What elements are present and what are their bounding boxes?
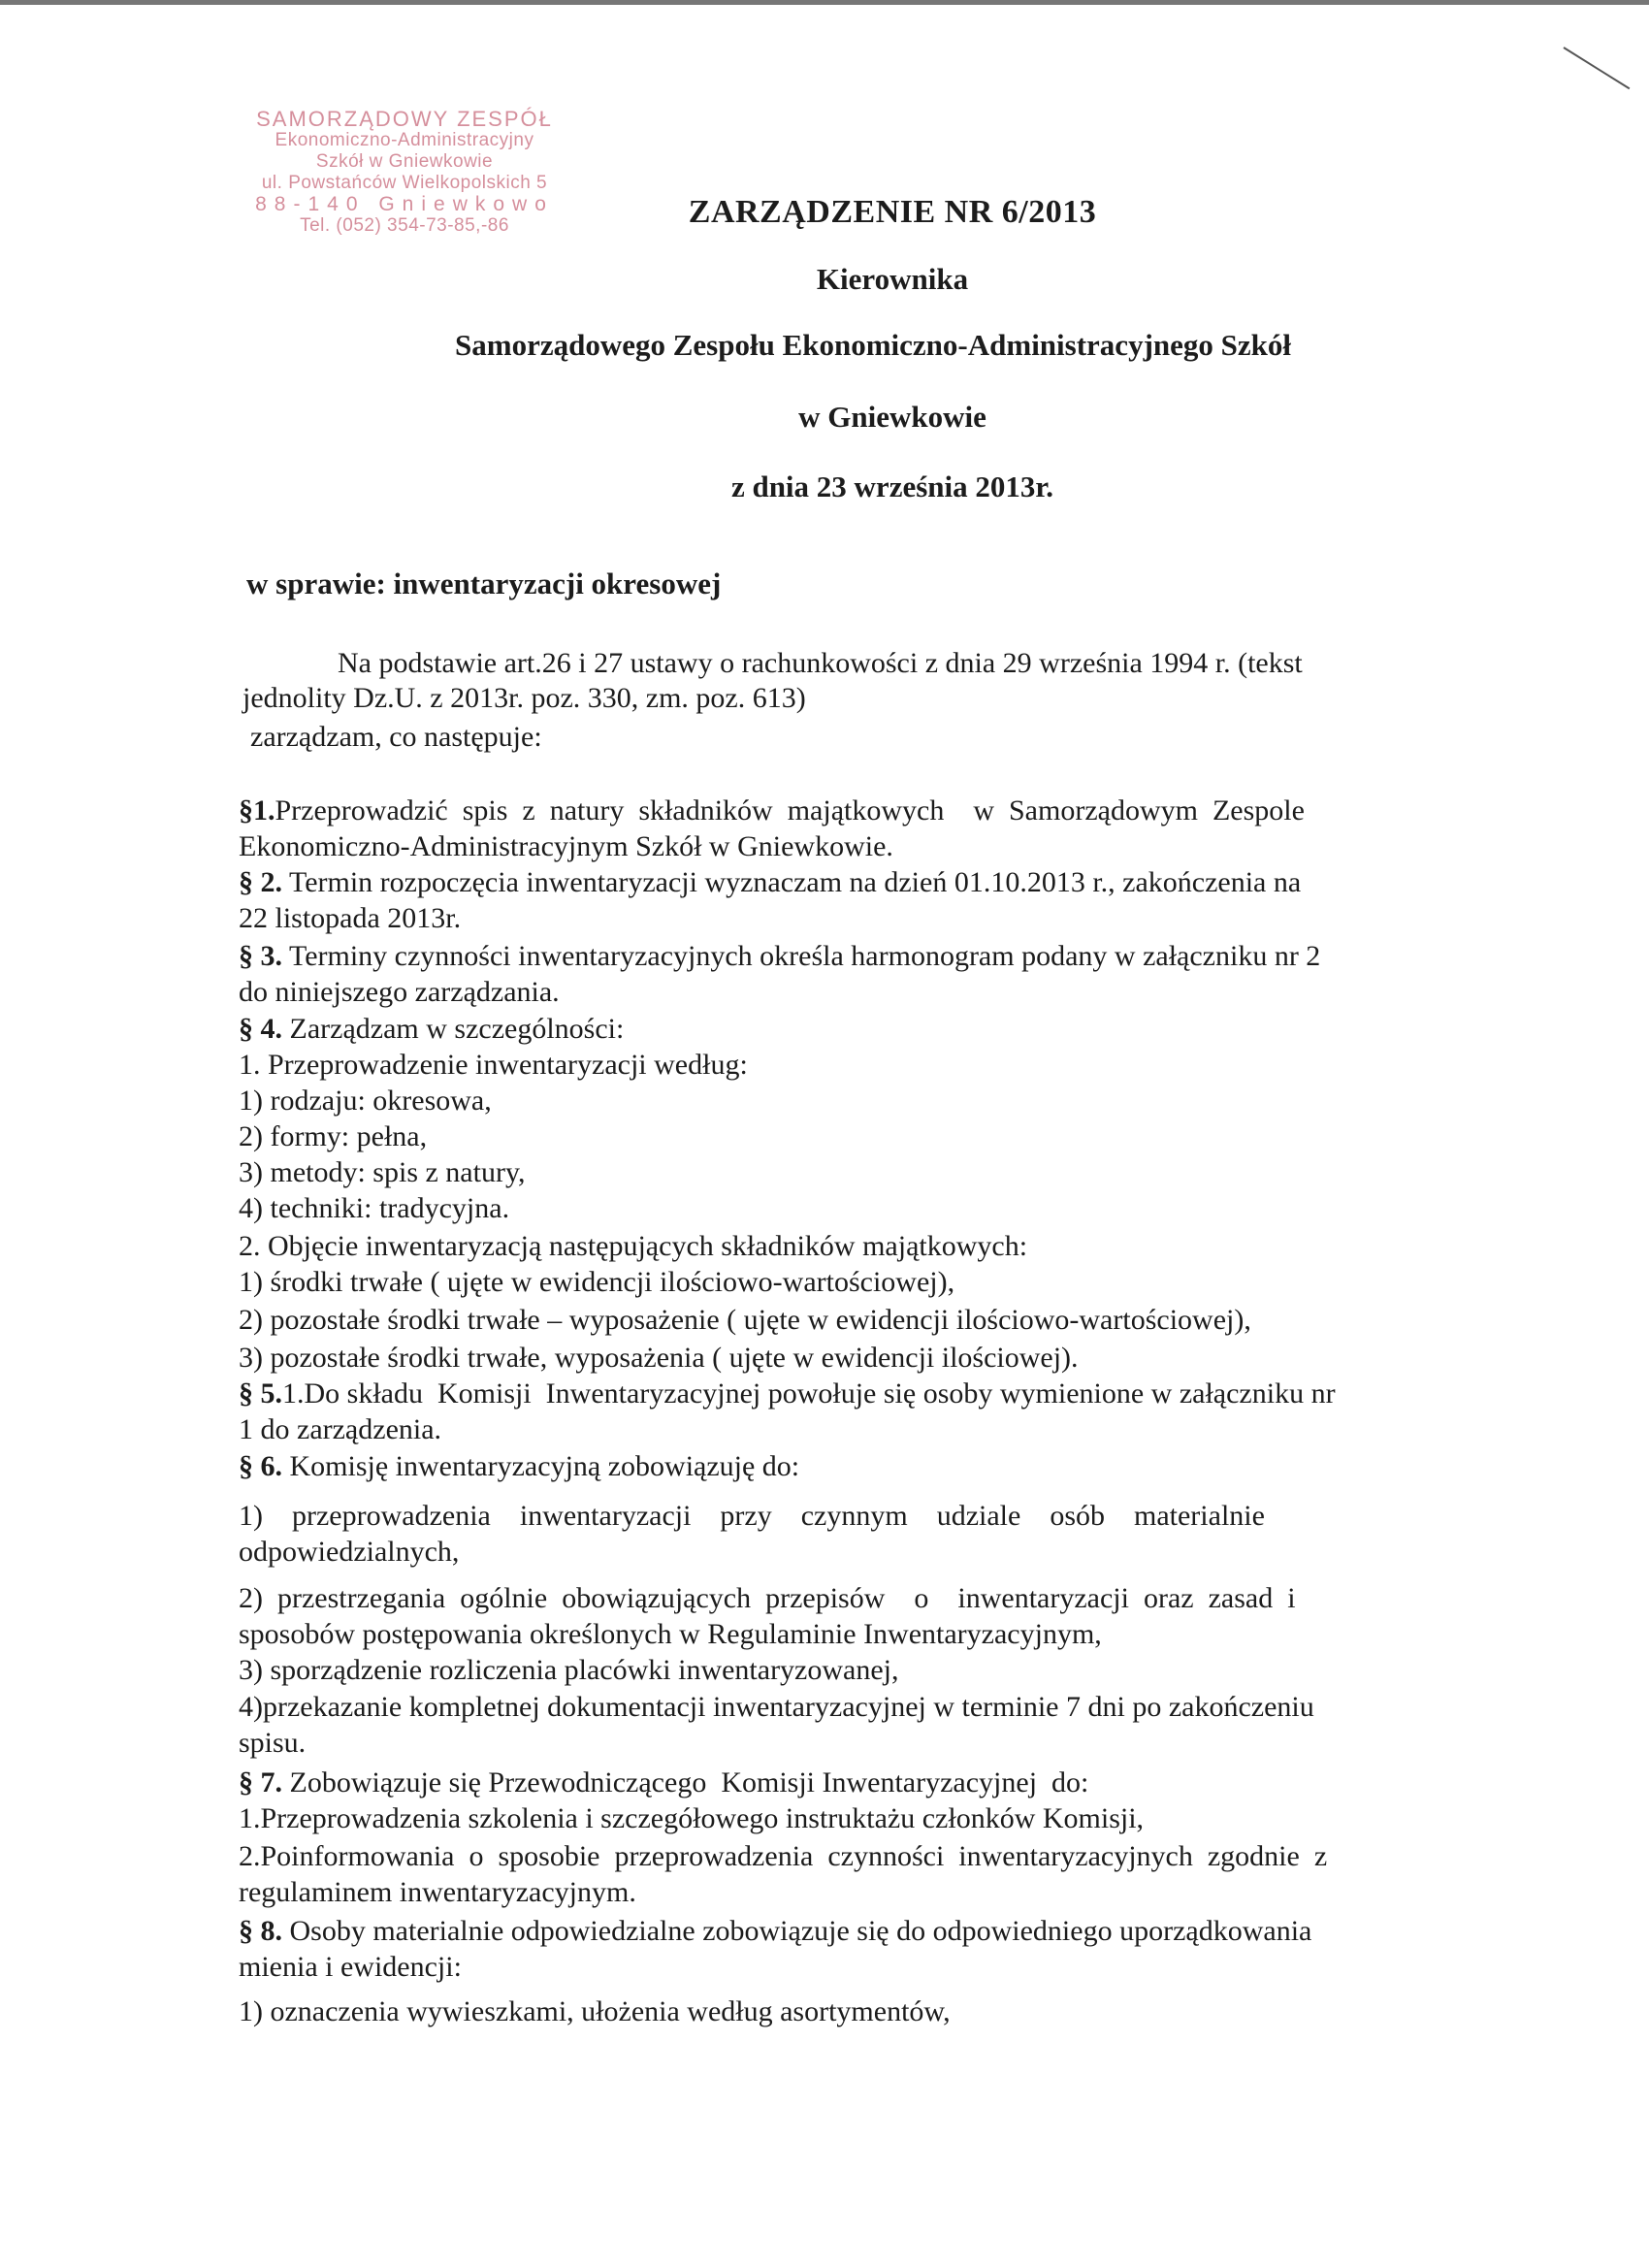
section-number: § 2. (239, 866, 282, 898)
paragraph-text: Komisję inwentaryzacyjną zobowiązuję do: (282, 1450, 800, 1482)
stamp-line: Szkół w Gniewkowie (315, 151, 494, 172)
paragraph-8 (239, 1914, 1311, 1948)
list-item: 4)przekazanie kompletnej dokumentacji inwentaryzacyjnej w terminie 7 dni po zakończeniu (239, 1691, 1314, 1723)
paragraph-text: Przeprowadzić spis z natury składników majątkowych w Samorządowym Zespole (275, 794, 1305, 826)
paragraph-6 (239, 1449, 799, 1483)
issuer-role: Kierownika (816, 262, 969, 296)
stamp-line: ul. Powstańców Wielkopolskich 5 (261, 173, 548, 193)
issuer-institution: Samorządowego Zespołu Ekonomiczno-Administracyjnego Szkół (455, 328, 1291, 362)
stamp-line: Tel. (052) 354-73-85,-86 (300, 215, 509, 236)
list-item: 1) środki trwałe ( ujęte w ewidencji ilościowo-wartościowej), (239, 1266, 955, 1298)
section-number: § 5. (239, 1377, 282, 1409)
paragraph-4 (239, 1012, 624, 1046)
list-item: spisu. (239, 1727, 307, 1759)
section-number: §1. (239, 794, 275, 826)
list-item: 2.Poinformowania o sposobie przeprowadzenia czynności inwentaryzacyjnych zgodnie z (239, 1840, 1328, 1872)
scan-edge (0, 0, 1649, 5)
document-subject: w sprawie: inwentaryzacji okresowej (246, 567, 722, 600)
paragraph-5 (239, 1377, 1336, 1410)
list-item: 1) przeprowadzenia inwentaryzacji przy czynnym udziale osób materialnie (239, 1500, 1265, 1532)
paragraph-text: Zarządzam w szczególności: (282, 1013, 625, 1045)
section-number: § 7. (239, 1766, 282, 1798)
list-item: 1) oznaczenia wywieszkami, ułożenia według asortymentów, (239, 1995, 951, 2027)
paragraph-2 (239, 865, 1301, 899)
document-date: z dnia 23 września 2013r. (730, 470, 1054, 503)
paragraph-text: Terminy czynności inwentaryzacyjnych określa harmonogram podany w załączniku nr 2 (282, 940, 1321, 972)
list-item: 3) sporządzenie rozliczenia placówki inwentaryzowanej, (239, 1654, 899, 1686)
list-item: odpowiedzialnych, (239, 1536, 460, 1568)
stamp-line: SAMORZĄDOWY ZESPÓŁ (256, 107, 553, 131)
document-title: ZARZĄDZENIE NR 6/2013 (688, 194, 1097, 230)
list-item: 1) rodzaju: okresowa, (239, 1085, 492, 1117)
list-item: 2) pozostałe środki trwałe – wyposażenie ( ujęte w ewidencji ilościowo-wartościowej), (239, 1304, 1251, 1336)
list-item: 1.Przeprowadzenia szkolenia i szczegółowego instruktażu członków Komisji, (239, 1802, 1145, 1834)
paragraph-text: Osoby materialnie odpowiedzialne zobowiązuje się do odpowiedniego uporządkowania (282, 1915, 1312, 1947)
intro-line: Na podstawie art.26 i 27 ustawy o rachunkowości z dnia 29 września 1994 r. (tekst (338, 647, 1303, 679)
paragraph-text: Termin rozpoczęcia inwentaryzacji wyznaczam na dzień 01.10.2013 r., zakończenia na (282, 866, 1302, 898)
list-item: 3) metody: spis z natury, (239, 1156, 526, 1188)
intro-line: jednolity Dz.U. z 2013r. poz. 330, zm. poz. 613) (242, 682, 806, 714)
section-number: § 4. (239, 1013, 282, 1045)
paragraph-text: 1 do zarządzenia. (239, 1413, 442, 1445)
paragraph-text: mienia i ewidencji: (239, 1951, 462, 1983)
paragraph-3 (239, 939, 1320, 973)
list-item: 2) formy: pełna, (239, 1120, 428, 1152)
paragraph-text: Zobowiązuje się Przewodniczącego Komisji Inwentaryzacyjnej do: (282, 1766, 1089, 1798)
paragraph-text: 1.Do składu Komisji Inwentaryzacyjnej powołuje się osoby wymienione w załączniku nr (282, 1377, 1336, 1409)
list-item: 4) techniki: tradycyjna. (239, 1192, 510, 1224)
issuer-location: w Gniewkowie (798, 400, 986, 434)
list-item: sposobów postępowania określonych w Regulaminie Inwentaryzacyjnym, (239, 1618, 1102, 1650)
list-item: 3) pozostałe środki trwałe, wyposażenia ( ujęte w ewidencji ilościowej). (239, 1342, 1079, 1374)
paragraph-text: 22 listopada 2013r. (239, 902, 462, 934)
stamp-line: 88-140 Gniewkowo (255, 193, 554, 215)
intro-line: zarządzam, co następuje: (250, 721, 542, 753)
section-number: § 8. (239, 1915, 282, 1947)
paragraph-7 (239, 1766, 1088, 1799)
section-number: § 6. (239, 1450, 282, 1482)
list-item: 2) przestrzegania ogólnie obowiązujących przepisów o inwentaryzacji oraz zasad i (239, 1582, 1296, 1614)
paragraph-text: Ekonomiczno-Administracyjnym Szkół w Gniewkowie. (239, 830, 893, 862)
paragraph-text: do niniejszego zarządzania. (239, 976, 560, 1008)
list-item: 1. Przeprowadzenie inwentaryzacji według: (239, 1049, 748, 1081)
stamp-line: Ekonomiczno-Administracyjny (275, 130, 534, 150)
section-number: § 3. (239, 940, 282, 972)
list-item: regulaminem inwentaryzacyjnym. (239, 1876, 636, 1908)
page-corner-fold (1563, 47, 1630, 89)
paragraph-1 (239, 794, 1463, 827)
list-item: 2. Objęcie inwentaryzacją następujących składników majątkowych: (239, 1230, 1028, 1262)
